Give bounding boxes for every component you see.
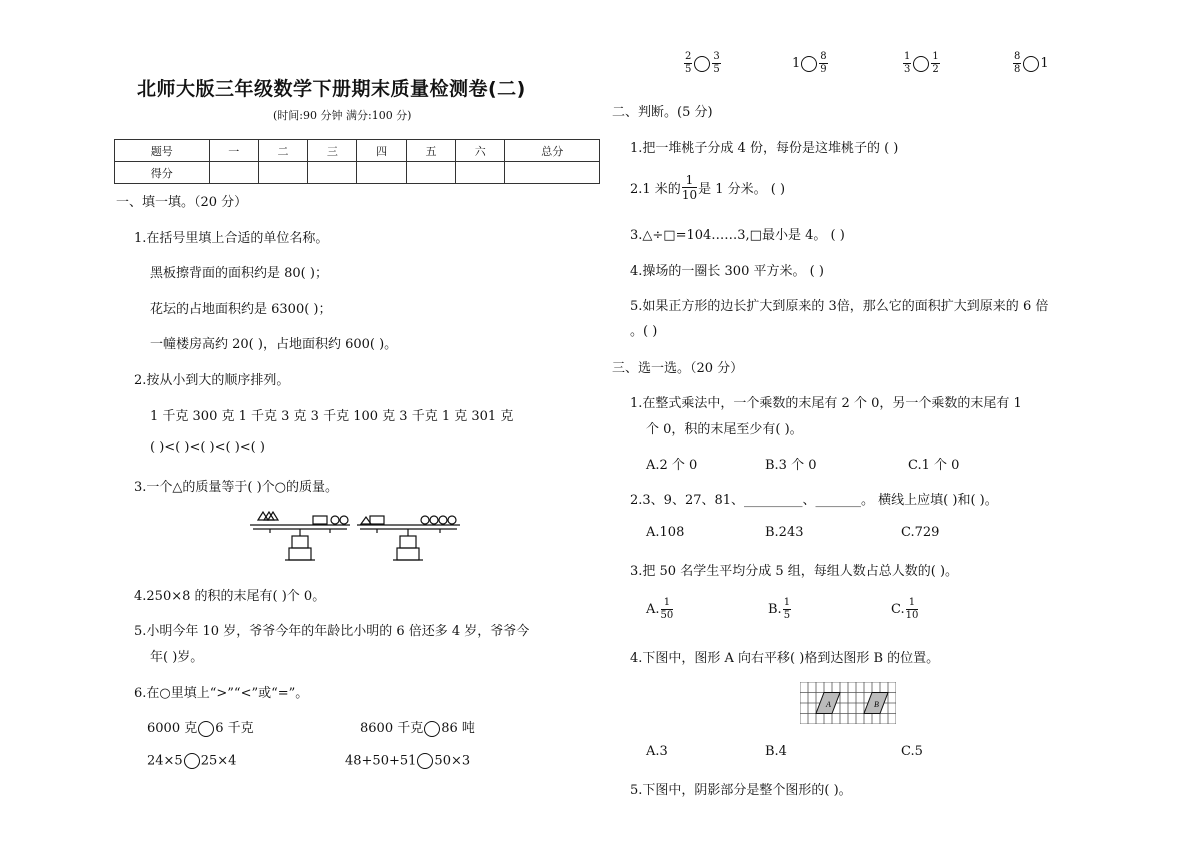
option-a[interactable]: A. $\frac{1}{50}$ [646, 597, 674, 621]
s2-q4: 4.操场的一圈长 300 平方米。 ( ) [630, 264, 824, 279]
score-cell: 题号 [115, 140, 210, 162]
s1-q4-text: 4.250×8 的积的末尾有( )个 0。 [134, 589, 326, 604]
option-a[interactable]: A.108 [646, 525, 685, 540]
score-table-header-row [115, 140, 600, 162]
s2-q1: 1.把一堆桃子分成 4 份，每份是这堆桃子的 ( ) [630, 141, 899, 156]
option-b[interactable]: B.3 个 0 [765, 458, 817, 473]
s1-q6-b [360, 717, 475, 737]
s1-q1-text: 1.在括号里填上合适的单位名称。 [134, 231, 329, 246]
s2-q2: 2.1 米的 $\frac{1}{10}$ 是 1 分米。 ( ) [630, 173, 786, 202]
score-input-cell[interactable] [505, 162, 600, 184]
score-table [114, 139, 600, 184]
option-c[interactable]: C.1 个 0 [908, 458, 960, 473]
score-cell: 六 [456, 140, 505, 162]
s2-q5b: 。( ) [630, 324, 658, 339]
s2-q3: 3.△÷□=104……3,□最小是 4。 ( ) [630, 228, 845, 243]
compare-circle[interactable] [1023, 56, 1039, 72]
compare-left: 48+50+51 [345, 753, 417, 769]
s3-q3: 3.把 50 名学生平均分成 5 组，每组人数占总人数的( )。 [630, 564, 959, 579]
score-input-cell[interactable] [456, 162, 505, 184]
s1-q2-text: 2.按从小到大的顺序排列。 [134, 373, 290, 388]
compare-fraction-3: $\frac{1}{3}$ $\frac{1}{2}$ [904, 51, 939, 75]
s1-q6-d [345, 753, 470, 769]
compare-circle[interactable] [801, 56, 817, 72]
compare-circle[interactable] [198, 721, 214, 737]
score-cell: 三 [308, 140, 357, 162]
option-a[interactable]: A.2 个 0 [646, 458, 698, 473]
score-table-score-row [115, 162, 600, 184]
compare-circle[interactable] [424, 721, 440, 737]
score-cell: 得分 [115, 162, 210, 184]
option-c[interactable]: C.729 [901, 525, 940, 540]
option-c[interactable]: C.5 [901, 744, 923, 759]
score-cell: 一 [209, 140, 258, 162]
score-cell: 五 [406, 140, 455, 162]
s1-q2-items: 1 千克 300 克 1 千克 3 克 3 千克 100 克 3 千克 1 克 301 克 [150, 409, 514, 424]
s2-q5: 5.如果正方形的边长扩大到原来的 3倍，那么它的面积扩大到原来的 6 倍 [630, 299, 1049, 314]
section2-heading: 二、判断。(5 分) [612, 105, 713, 120]
s1-q1-a: 黑板擦背面的面积约是 80( )； [150, 266, 328, 281]
s3-q1: 1.在整式乘法中，一个乘数的末尾有 2 个 0，另一个乘数的末尾有 1 [630, 396, 1022, 411]
compare-circle[interactable] [417, 753, 433, 769]
option-b[interactable]: B. $\frac{1}{5}$ [768, 597, 791, 621]
compare-fraction-4: $\frac{8}{8}$ 1 [1014, 51, 1049, 75]
s1-q2-blanks: ( )<( )<( )<( )<( ) [150, 440, 265, 455]
translation-grid-figure [800, 682, 896, 724]
compare-circle[interactable] [184, 753, 200, 769]
page-title: 北师大版三年级数学下册期末质量检测卷(二) [137, 78, 526, 100]
s3-q4: 4.下图中，图形 A 向右平移( )格到达图形 B 的位置。 [630, 651, 940, 666]
compare-fraction-2: 1 $\frac{8}{9}$ [792, 51, 827, 75]
exam-subtitle: (时间:90 分钟 满分:100 分) [273, 109, 412, 122]
s1-q5-text: 5.小明今年 10 岁，爷爷今年的年龄比小明的 6 倍还多 4 岁，爷爷今 [134, 624, 530, 639]
s3-q2: 2.3、9、27、81、_________、_______。 横线上应填( )和( )。 [630, 493, 998, 508]
option-a[interactable]: A.3 [646, 744, 668, 759]
option-c[interactable]: C. $\frac{1}{10}$ [891, 597, 919, 621]
s1-q1-b: 花坛的占地面积约是 6300( )； [150, 302, 332, 317]
compare-right: 6 千克 [215, 721, 254, 736]
section1-heading: 一、填一填。（20 分） [116, 195, 248, 210]
compare-right: 50×3 [434, 753, 471, 769]
balance-scales-illustration [245, 510, 470, 570]
s3-q5: 5.下图中，阴影部分是整个图形的( )。 [630, 783, 852, 798]
score-cell: 二 [258, 140, 307, 162]
section3-heading: 三、选一选。（20 分） [612, 361, 744, 376]
shape-a-label: A [826, 700, 831, 709]
compare-circle[interactable] [694, 56, 710, 72]
option-b[interactable]: B.243 [765, 525, 804, 540]
compare-fraction-1: $\frac{2}{5}$ $\frac{3}{5}$ [685, 51, 720, 75]
score-cell: 四 [357, 140, 406, 162]
s1-q3-text: 3.一个△的质量等于( )个○的质量。 [134, 480, 339, 495]
s1-q6-a [147, 717, 254, 737]
s3-q1b: 个 0，积的末尾至少有( )。 [646, 422, 803, 437]
score-input-cell[interactable] [357, 162, 406, 184]
s1-q1-c: 一幢楼房高约 20( )，占地面积约 600( )。 [150, 337, 398, 352]
score-input-cell[interactable] [209, 162, 258, 184]
score-input-cell[interactable] [406, 162, 455, 184]
score-cell: 总分 [505, 140, 600, 162]
compare-circle[interactable] [913, 56, 929, 72]
option-b[interactable]: B.4 [765, 744, 787, 759]
s1-q5-text2: 年( )岁。 [150, 650, 204, 665]
score-input-cell[interactable] [308, 162, 357, 184]
score-input-cell[interactable] [258, 162, 307, 184]
compare-left: 24×5 [147, 753, 183, 769]
compare-left: 6000 克 [147, 721, 198, 736]
compare-left: 8600 千克 [360, 721, 424, 736]
compare-right: 25×4 [200, 753, 237, 769]
compare-right: 86 吨 [441, 721, 475, 736]
s1-q6-text: 6.在○里填上“>”“<”或“=”。 [134, 686, 309, 701]
shape-b-label: B [874, 700, 879, 709]
s1-q6-c [147, 753, 236, 769]
